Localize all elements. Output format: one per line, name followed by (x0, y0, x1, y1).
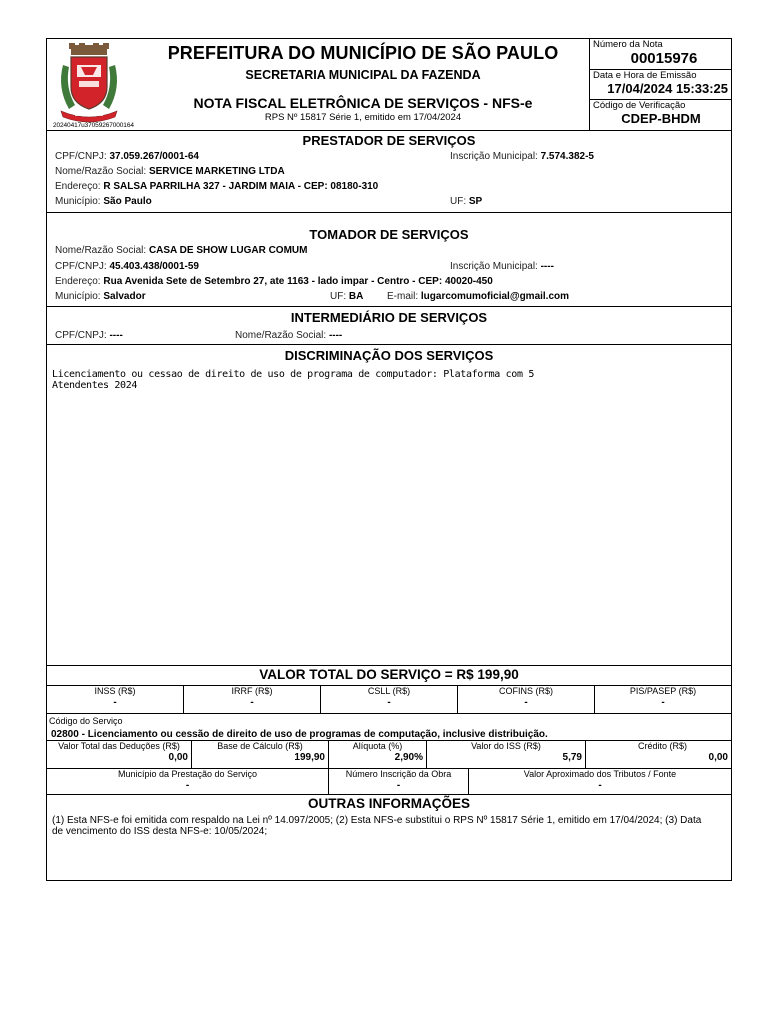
credito-value: 0,00 (708, 752, 728, 763)
prestador-endereco: Endereço: R SALSA PARRILHA 327 - JARDIM MAIA - CEP: 08180-310 (55, 181, 379, 192)
inscricao-obra-label: Número Inscrição da Obra (345, 769, 452, 779)
deducoes-value: 0,00 (168, 752, 188, 763)
inss-value: - (113, 697, 117, 708)
aliquota-cell (329, 741, 427, 768)
base-calculo-label: Base de Cálculo (R$) (217, 741, 303, 751)
csll-cell (321, 686, 458, 713)
cofins-value: - (524, 697, 528, 708)
sao-paulo-coat-of-arms-icon (55, 43, 123, 123)
outras-title: OUTRAS INFORMAÇÕES (308, 796, 470, 811)
tomador-municipio: Município: Salvador (55, 291, 146, 302)
tomador-endereco: Endereço: Rua Avenida Sete de Setembro 27, ate 1163 - lado impar - Centro - CEP: 40020-450 (55, 276, 493, 287)
tomador-uf: UF: BA (330, 291, 364, 302)
prestador-cnpj: CPF/CNPJ: 37.059.267/0001-64 (55, 151, 199, 162)
issue-date-value: 17/04/2024 15:33:25 (607, 81, 728, 96)
deducoes-label: Valor Total das Deduções (R$) (58, 741, 180, 751)
tributos-value: - (598, 780, 602, 791)
verification-code-value: CDEP-BHDM (621, 111, 701, 126)
barcode-number: 20240417u37059267000164 (53, 122, 134, 129)
codigo-servico-section (47, 714, 731, 741)
pis-cell (595, 686, 731, 713)
iss-label: Valor do ISS (R$) (471, 741, 541, 751)
base-calculo-value: 199,90 (294, 752, 325, 763)
irrf-label: IRRF (R$) (231, 686, 273, 696)
prestador-inscricao: Inscrição Municipal: 7.574.382-5 (450, 151, 594, 162)
rps-line: RPS Nº 15817 Série 1, emitido em 17/04/2024 (264, 112, 462, 123)
tomador-cnpj: CPF/CNPJ: 45.403.438/0001-59 (55, 261, 199, 272)
iss-cell (427, 741, 586, 768)
aliquota-value: 2,90% (394, 752, 423, 763)
discriminacao-title: DISCRIMINAÇÃO DOS SERVIÇOS (284, 348, 494, 363)
prestador-title: PRESTADOR DE SERVIÇOS (302, 133, 476, 148)
discriminacao-text: Licenciamento ou cessao de direito de uso de programa de computador: Plataforma com 5 Atendentes 2024 (52, 369, 534, 391)
total-value: VALOR TOTAL DO SERVIÇO = R$ 199,90 (259, 667, 519, 682)
csll-value: - (387, 697, 391, 708)
secretariat-subtitle: SECRETARIA MUNICIPAL DA FAZENDA (245, 68, 481, 82)
municipio-prestacao-value: - (185, 780, 190, 791)
verification-code-box (590, 100, 732, 131)
tomador-nome: Nome/Razão Social: CASA DE SHOW LUGAR COMUM (55, 245, 308, 256)
document-title: NOTA FISCAL ELETRÔNICA DE SERVIÇOS - NFS-e (193, 95, 533, 111)
deducoes-cell (47, 741, 192, 768)
prestador-uf: UF: SP (450, 196, 483, 207)
credito-cell (586, 741, 731, 768)
municipio-prestacao-cell (47, 769, 329, 794)
inscricao-obra-cell (329, 769, 469, 794)
inss-cell (47, 686, 184, 713)
issue-date-box (590, 70, 732, 100)
prestador-nome: Nome/Razão Social: SERVICE MARKETING LTDA (55, 166, 285, 177)
total-section (47, 666, 731, 686)
outras-text: (1) Esta NFS-e foi emitida com respaldo na Lei nº 14.097/2005; (2) Esta NFS-e substitui o RPS Nº 15817 Série 1, emitido em 17/04/2024; (3) Data de vencimento do ISS desta NFS-e: 10/05/2024; (52, 815, 702, 837)
tributos-label: Valor Aproximado dos Tributos / Fonte (523, 769, 677, 779)
discriminacao-section (47, 345, 731, 666)
csll-label: CSLL (R$) (367, 686, 411, 696)
municipality-title: PREFEITURA DO MUNICÍPIO DE SÃO PAULO (167, 43, 559, 63)
municipio-prestacao-label: Município da Prestação do Serviço (117, 769, 258, 779)
credito-label: Crédito (R$) (637, 741, 687, 751)
inscricao-obra-value: - (396, 780, 401, 791)
outras-informacoes-section (47, 795, 731, 881)
tomador-inscricao: Inscrição Municipal: ---- (450, 261, 554, 272)
intermediario-nome: Nome/Razão Social: ---- (235, 330, 343, 341)
prestador-section (47, 131, 731, 213)
aliquota-label: Alíquota (%) (352, 741, 403, 751)
prestador-municipio: Município: São Paulo (55, 196, 152, 207)
inss-label: INSS (R$) (94, 686, 136, 696)
extra-info-row (47, 769, 731, 795)
header-info-panel (589, 39, 731, 131)
intermediario-section (47, 307, 731, 345)
tomador-email: E-mail: lugarcomumoficial@gmail.com (387, 291, 570, 302)
tomador-section (47, 225, 731, 307)
intermediario-cnpj: CPF/CNPJ: ---- (55, 330, 123, 341)
cofins-cell (458, 686, 595, 713)
tomador-title: TOMADOR DE SERVIÇOS (309, 227, 469, 242)
retencoes-row (47, 686, 731, 714)
pis-value: - (661, 697, 665, 708)
codigo-servico-label: Código do Serviço (49, 716, 123, 726)
invoice-number-label: Número da Nota (593, 39, 663, 50)
tributos-cell (469, 769, 731, 794)
cofins-label: COFINS (R$) (499, 686, 553, 696)
irrf-cell (184, 686, 321, 713)
invoice-number-box (590, 39, 732, 70)
document-header (47, 39, 731, 131)
intermediario-title: INTERMEDIÁRIO DE SERVIÇOS (290, 310, 488, 325)
iss-value: 5,79 (562, 752, 582, 763)
base-calculo-cell (192, 741, 329, 768)
header-titles (137, 39, 589, 131)
valores-row (47, 741, 731, 769)
irrf-value: - (250, 697, 254, 708)
issue-date-label: Data e Hora de Emissão (593, 70, 697, 81)
verification-code-label: Código de Verificação (593, 100, 686, 111)
codigo-servico-value: 02800 - Licenciamento ou cessão de direito de uso de programas de computação, inclusive distribuição. (51, 729, 548, 740)
pis-label: PIS/PASEP (R$) (629, 686, 697, 696)
invoice-number-value: 00015976 (630, 50, 698, 67)
nfse-document (46, 38, 732, 881)
